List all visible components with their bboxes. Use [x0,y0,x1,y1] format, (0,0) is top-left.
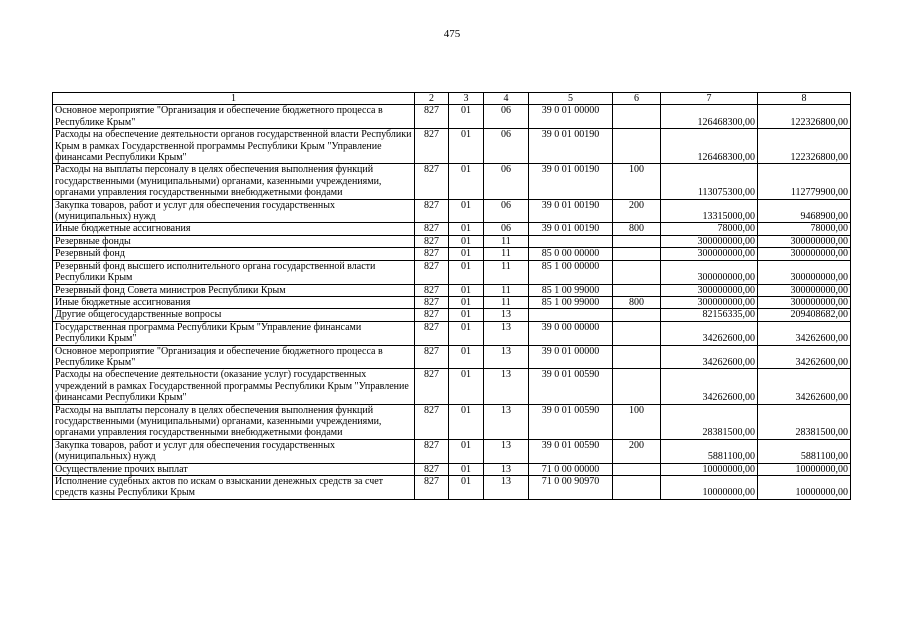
section-cell: 01 [449,369,484,404]
section-cell: 01 [449,296,484,308]
code-cell: 827 [415,321,449,345]
target-article-cell: 85 1 00 00000 [529,260,613,284]
table-row [53,129,851,164]
code-cell: 827 [415,248,449,260]
section-cell: 01 [449,463,484,475]
row-name-cell: Расходы на выплаты персоналу в целях обеспечения выполнения функций государственными (муниципальными) органами, казенными учреждениями, органами управления государственными внебюджетными фондами [53,164,415,199]
subsection-cell: 06 [484,164,529,199]
subsection-cell: 13 [484,404,529,439]
code-cell: 827 [415,345,449,369]
table-row [53,476,851,500]
row-name-cell: Основное мероприятие "Организация и обеспечение бюджетного процесса в Республике Крым" [53,345,415,369]
amount-year2-cell: 209408682,00 [758,309,851,321]
table-row [53,248,851,260]
expense-type-cell: 200 [613,199,661,223]
table-row [53,309,851,321]
row-name-cell: Осуществление прочих выплат [53,463,415,475]
target-article-cell: 71 0 00 00000 [529,463,613,475]
amount-year2-cell: 300000000,00 [758,235,851,247]
section-cell: 01 [449,164,484,199]
section-cell: 01 [449,105,484,129]
table-row [53,296,851,308]
code-cell: 827 [415,369,449,404]
subsection-cell: 13 [484,463,529,475]
amount-year2-cell: 10000000,00 [758,463,851,475]
row-name-cell: Закупка товаров, работ и услуг для обеспечения государственных (муниципальных) нужд [53,439,415,463]
expense-type-cell: 100 [613,164,661,199]
amount-year1-cell: 34262600,00 [661,345,758,369]
amount-year1-cell: 300000000,00 [661,248,758,260]
amount-year1-cell: 82156335,00 [661,309,758,321]
code-cell: 827 [415,199,449,223]
page-number: 475 [443,28,461,40]
target-article-cell: 39 0 01 00190 [529,223,613,235]
row-name-cell: Основное мероприятие "Организация и обеспечение бюджетного процесса в Республике Крым" [53,105,415,129]
section-cell: 01 [449,260,484,284]
expense-type-cell [613,129,661,164]
section-cell: 01 [449,309,484,321]
amount-year2-cell: 300000000,00 [758,284,851,296]
table-row [53,369,851,404]
subsection-cell: 06 [484,105,529,129]
section-cell: 01 [449,235,484,247]
code-cell: 827 [415,129,449,164]
target-article-cell: 39 0 01 00590 [529,369,613,404]
subsection-cell: 06 [484,199,529,223]
target-article-cell: 39 0 01 00190 [529,164,613,199]
subsection-cell: 13 [484,309,529,321]
subsection-cell: 11 [484,235,529,247]
subsection-cell: 13 [484,476,529,500]
target-article-cell: 71 0 00 90970 [529,476,613,500]
target-article-cell: 39 0 00 00000 [529,321,613,345]
column-header: 5 [529,93,613,105]
row-name-cell: Другие общегосударственные вопросы [53,309,415,321]
table-body [53,93,851,500]
amount-year1-cell: 300000000,00 [661,296,758,308]
expense-type-cell: 800 [613,223,661,235]
section-cell: 01 [449,248,484,260]
column-header: 7 [661,93,758,105]
table-row [53,199,851,223]
expense-type-cell [613,235,661,247]
row-name-cell: Резервный фонд высшего исполнительного органа государственной власти Республики Крым [53,260,415,284]
amount-year2-cell: 112779900,00 [758,164,851,199]
column-header: 6 [613,93,661,105]
amount-year2-cell: 78000,00 [758,223,851,235]
row-name-cell: Государственная программа Республики Крым "Управление финансами Республики Крым" [53,321,415,345]
table-row [53,284,851,296]
expense-type-cell [613,476,661,500]
target-article-cell: 39 0 01 00000 [529,105,613,129]
subsection-cell: 11 [484,296,529,308]
subsection-cell: 13 [484,345,529,369]
section-cell: 01 [449,476,484,500]
amount-year1-cell: 113075300,00 [661,164,758,199]
amount-year2-cell: 300000000,00 [758,296,851,308]
expense-type-cell [613,321,661,345]
target-article-cell: 85 1 00 99000 [529,284,613,296]
section-cell: 01 [449,129,484,164]
amount-year2-cell: 28381500,00 [758,404,851,439]
amount-year2-cell: 300000000,00 [758,248,851,260]
section-cell: 01 [449,223,484,235]
subsection-cell: 11 [484,248,529,260]
table-row [53,223,851,235]
table-row [53,321,851,345]
expense-type-cell [613,345,661,369]
row-name-cell: Резервные фонды [53,235,415,247]
amount-year1-cell: 5881100,00 [661,439,758,463]
subsection-cell: 06 [484,223,529,235]
code-cell: 827 [415,309,449,321]
subsection-cell: 13 [484,321,529,345]
amount-year2-cell: 5881100,00 [758,439,851,463]
row-name-cell: Резервный фонд Совета министров Республики Крым [53,284,415,296]
row-name-cell: Закупка товаров, работ и услуг для обеспечения государственных (муниципальных) нужд [53,199,415,223]
amount-year1-cell: 300000000,00 [661,260,758,284]
expense-type-cell: 800 [613,296,661,308]
section-cell: 01 [449,404,484,439]
amount-year1-cell: 300000000,00 [661,235,758,247]
table-row [53,235,851,247]
amount-year1-cell: 10000000,00 [661,476,758,500]
amount-year1-cell: 126468300,00 [661,129,758,164]
amount-year2-cell: 9468900,00 [758,199,851,223]
code-cell: 827 [415,260,449,284]
subsection-cell: 11 [484,284,529,296]
code-cell: 827 [415,235,449,247]
amount-year1-cell: 126468300,00 [661,105,758,129]
expense-type-cell [613,284,661,296]
amount-year1-cell: 300000000,00 [661,284,758,296]
target-article-cell: 39 0 01 00590 [529,439,613,463]
amount-year2-cell: 300000000,00 [758,260,851,284]
amount-year1-cell: 78000,00 [661,223,758,235]
expense-type-cell: 200 [613,439,661,463]
target-article-cell [529,309,613,321]
target-article-cell: 85 0 00 00000 [529,248,613,260]
code-cell: 827 [415,476,449,500]
subsection-cell: 13 [484,439,529,463]
table-row [53,439,851,463]
code-cell: 827 [415,296,449,308]
amount-year1-cell: 34262600,00 [661,321,758,345]
subsection-cell: 06 [484,129,529,164]
expense-type-cell [613,105,661,129]
row-name-cell: Исполнение судебных актов по искам о взыскании денежных средств за счет средств казны Республики Крым [53,476,415,500]
code-cell: 827 [415,463,449,475]
amount-year2-cell: 10000000,00 [758,476,851,500]
table-row [53,345,851,369]
subsection-cell: 13 [484,369,529,404]
section-cell: 01 [449,199,484,223]
amount-year1-cell: 10000000,00 [661,463,758,475]
column-header: 8 [758,93,851,105]
amount-year2-cell: 34262600,00 [758,321,851,345]
column-header: 1 [53,93,415,105]
budget-table [52,92,851,500]
amount-year1-cell: 34262600,00 [661,369,758,404]
amount-year2-cell: 122326800,00 [758,129,851,164]
code-cell: 827 [415,439,449,463]
target-article-cell: 39 0 01 00190 [529,129,613,164]
target-article-cell: 85 1 00 99000 [529,296,613,308]
table-header-row [53,93,851,105]
column-header: 4 [484,93,529,105]
row-name-cell: Расходы на обеспечение деятельности органов государственной власти Республики Крым в рамках Государственной программы Республики Крым "Управление финансами Республики Крым" [53,129,415,164]
target-article-cell: 39 0 01 00590 [529,404,613,439]
row-name-cell: Расходы на обеспечение деятельности (оказание услуг) государственных учреждений в рамках Государственной программы Республики Крым "Управление финансами Республики Крым" [53,369,415,404]
section-cell: 01 [449,321,484,345]
expense-type-cell [613,309,661,321]
target-article-cell [529,235,613,247]
expense-type-cell [613,248,661,260]
table-row [53,463,851,475]
row-name-cell: Иные бюджетные ассигнования [53,296,415,308]
amount-year2-cell: 34262600,00 [758,369,851,404]
row-name-cell: Резервный фонд [53,248,415,260]
expense-type-cell [613,260,661,284]
table-row [53,260,851,284]
row-name-cell: Иные бюджетные ассигнования [53,223,415,235]
expense-type-cell: 100 [613,404,661,439]
amount-year1-cell: 28381500,00 [661,404,758,439]
expense-type-cell [613,463,661,475]
subsection-cell: 11 [484,260,529,284]
section-cell: 01 [449,284,484,296]
target-article-cell: 39 0 01 00190 [529,199,613,223]
amount-year2-cell: 122326800,00 [758,105,851,129]
column-header: 2 [415,93,449,105]
expense-type-cell [613,369,661,404]
section-cell: 01 [449,439,484,463]
code-cell: 827 [415,105,449,129]
code-cell: 827 [415,164,449,199]
section-cell: 01 [449,345,484,369]
table-row [53,164,851,199]
column-header: 3 [449,93,484,105]
code-cell: 827 [415,223,449,235]
code-cell: 827 [415,284,449,296]
table-row [53,105,851,129]
target-article-cell: 39 0 01 00000 [529,345,613,369]
table-row [53,404,851,439]
row-name-cell: Расходы на выплаты персоналу в целях обеспечения выполнения функций государственными (муниципальными) органами, казенными учреждениями, органами управления государственными внебюджетными фондами [53,404,415,439]
code-cell: 827 [415,404,449,439]
amount-year2-cell: 34262600,00 [758,345,851,369]
amount-year1-cell: 13315000,00 [661,199,758,223]
